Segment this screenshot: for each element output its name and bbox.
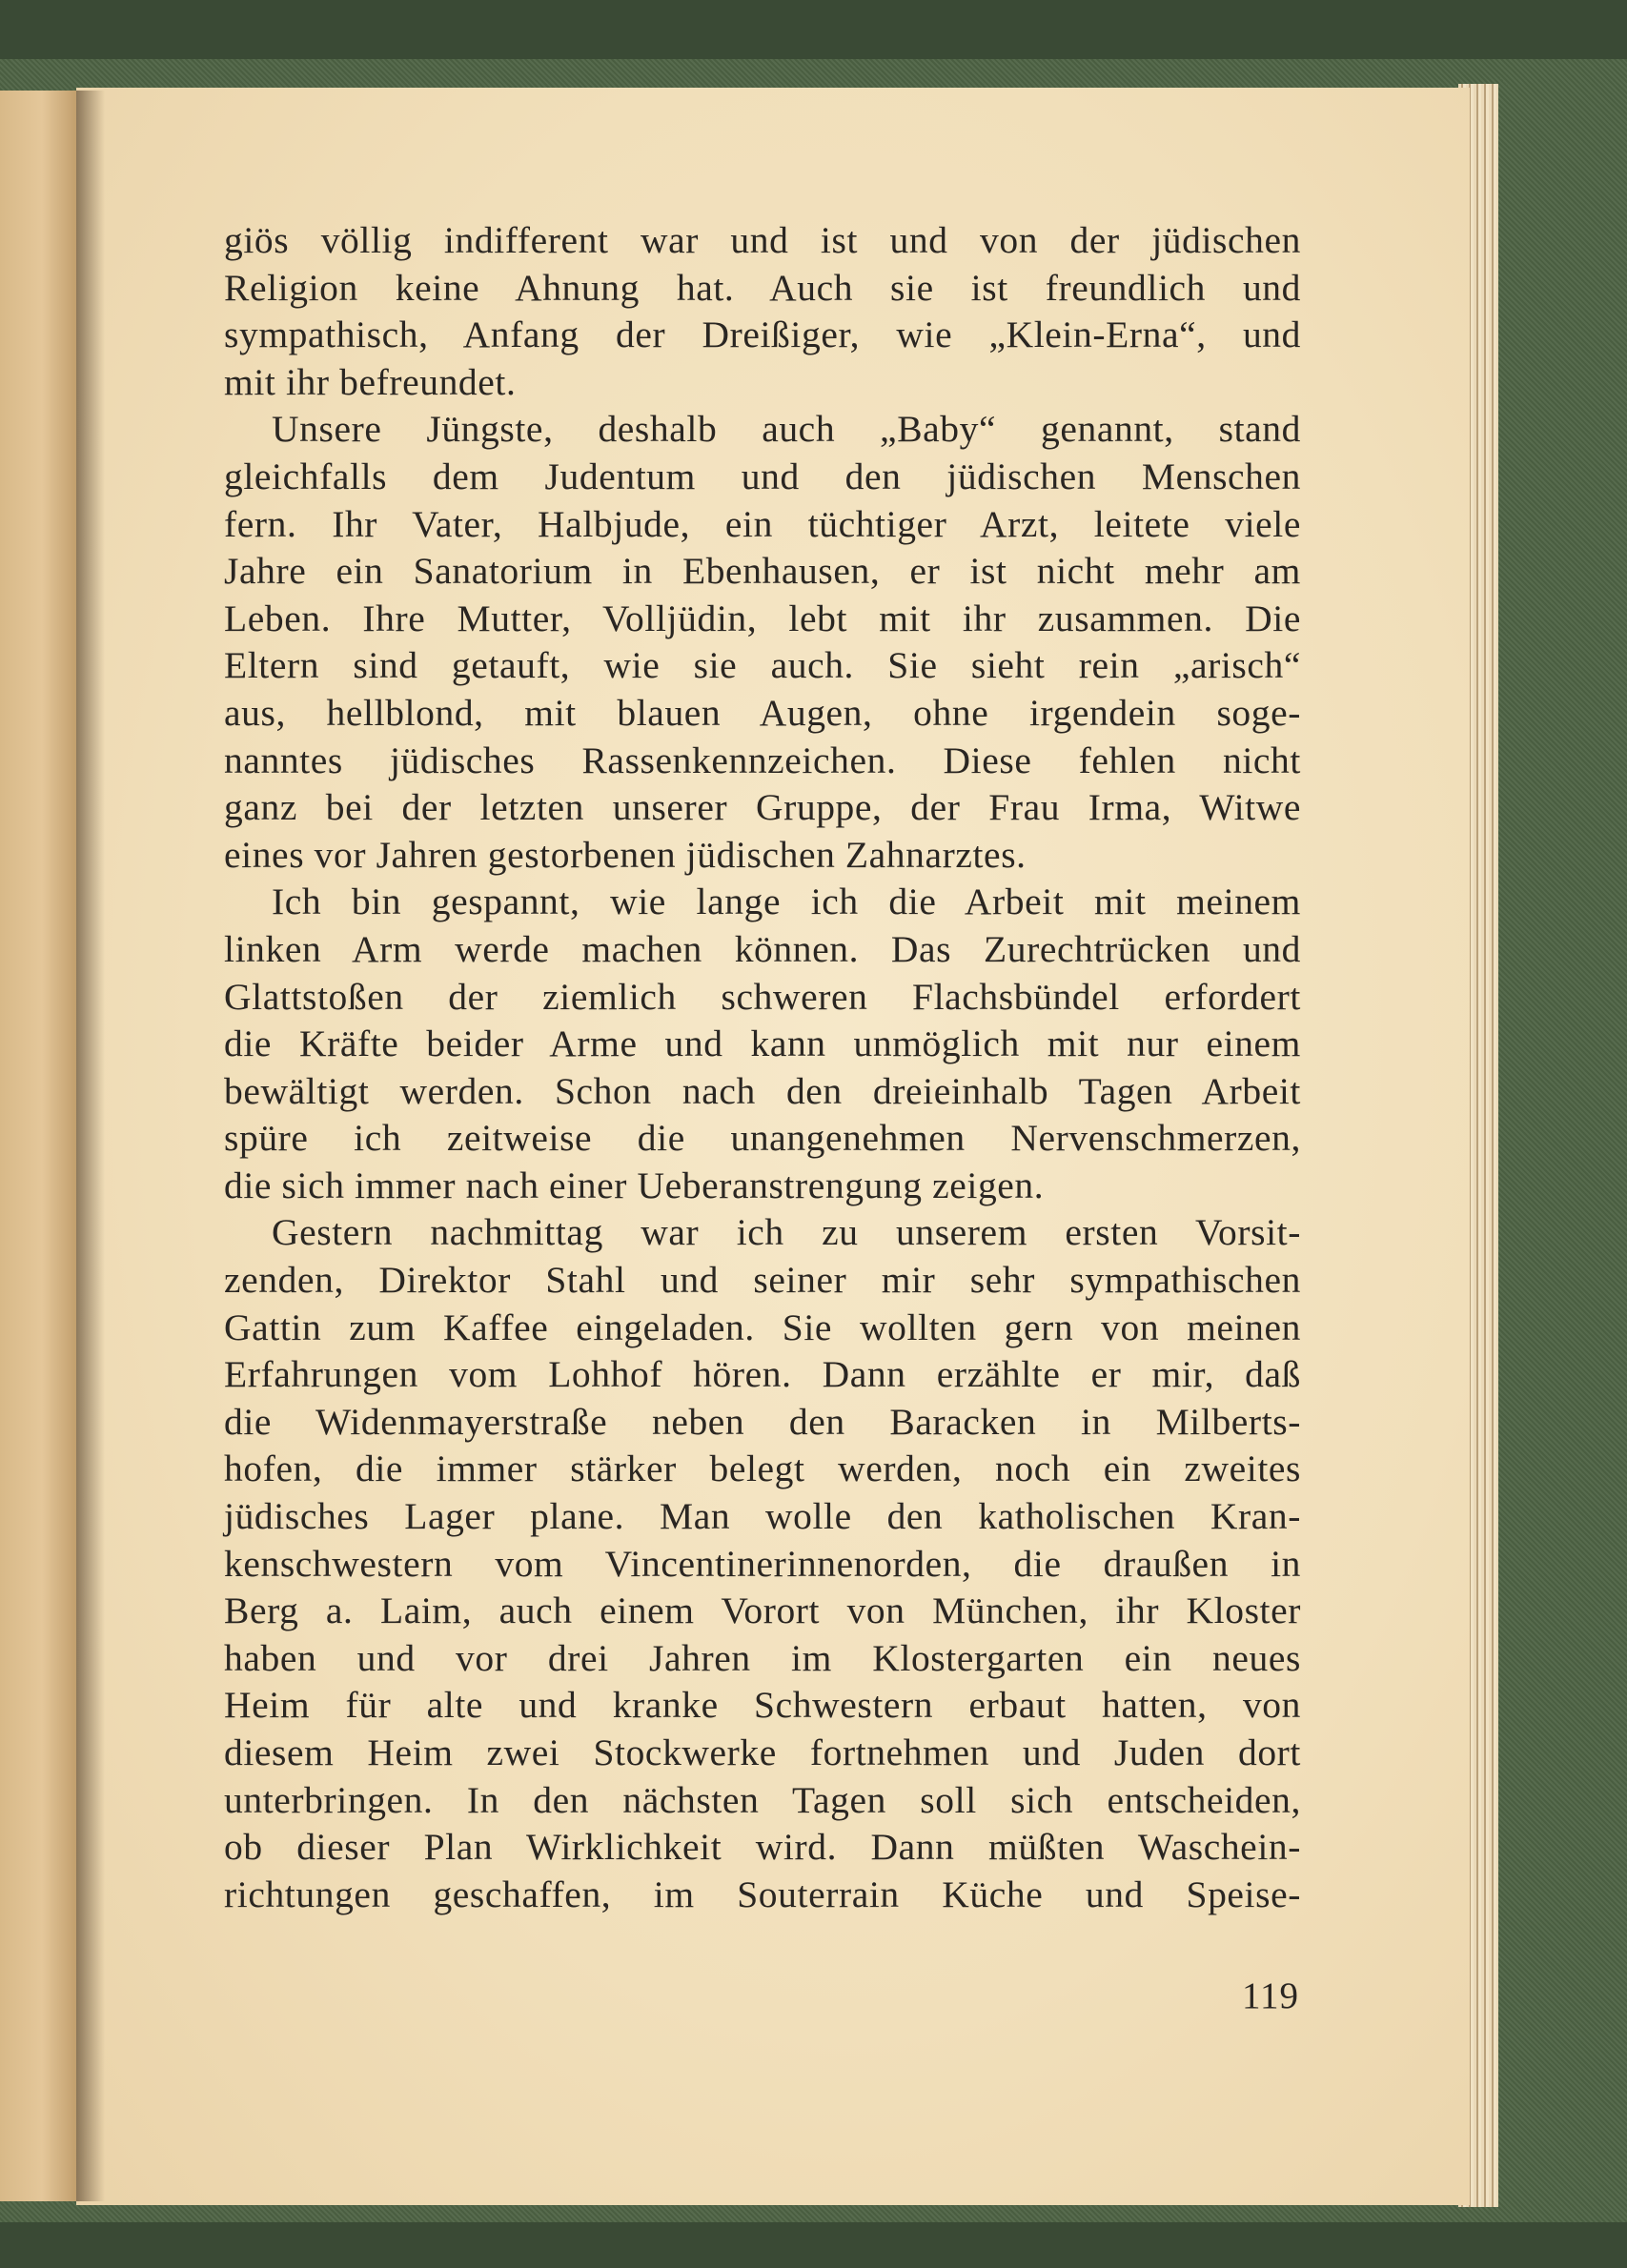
text-line: Leben. Ihre Mutter, Volljüdin, lebt mit ihr zusammen. Die bbox=[224, 597, 1301, 639]
text-line: Berg a. Laim, auch einem Vorort von München, ihr Kloster bbox=[224, 1590, 1301, 1632]
text-line: Jahre ein Sanatorium in Ebenhausen, er ist nicht mehr am bbox=[224, 550, 1301, 593]
text-line: giös völlig indifferent war und ist und von der jüdischen bbox=[224, 219, 1301, 261]
text-line: diesem Heim zwei Stockwerke fortnehmen und Juden dort bbox=[224, 1731, 1301, 1773]
text-line: die Widenmayerstraße neben den Baracken in Milberts- bbox=[224, 1400, 1301, 1443]
text-line: jüdisches Lager plane. Man wolle den katholischen Kran- bbox=[224, 1495, 1301, 1538]
text-line: kenschwestern vom Vincentinerinnenorden, die draußen in bbox=[224, 1542, 1301, 1585]
text-line: gleichfalls dem Judentum und den jüdischen Menschen bbox=[224, 455, 1301, 497]
text-line: eines vor Jahren gestorbenen jüdischen Zahnarztes. bbox=[224, 833, 1027, 876]
text-line: Ich bin gespannt, wie lange ich die Arbeit mit meinem bbox=[272, 881, 1301, 923]
text-line: hofen, die immer stärker belegt werden, noch ein zweites bbox=[224, 1448, 1301, 1490]
text-line: Unsere Jüngste, deshalb auch „Baby“ genannt, stand bbox=[272, 408, 1301, 451]
text-line: haben und vor drei Jahren im Klostergarten ein neues bbox=[224, 1636, 1301, 1679]
text-line: Eltern sind getauft, wie sie auch. Sie sieht rein „arisch“ bbox=[224, 644, 1301, 687]
text-line: Gestern nachmittag war ich zu unserem ersten Vorsit- bbox=[272, 1211, 1301, 1254]
text-line: die sich immer nach einer Ueberanstrengung zeigen. bbox=[224, 1164, 1045, 1206]
text-line: Gattin zum Kaffee eingeladen. Sie wollten gern von meinen bbox=[224, 1306, 1301, 1348]
text-line: die Kräfte beider Arme und kann unmöglich mit nur einem bbox=[224, 1023, 1301, 1065]
spine-shadow bbox=[76, 91, 105, 2201]
body-text bbox=[224, 217, 1301, 1918]
text-line: fern. Ihr Vater, Halbjude, ein tüchtiger Arzt, leitete viele bbox=[224, 502, 1301, 545]
text-line: Glattstoßen der ziemlich schweren Flachsbündel erfordert bbox=[224, 975, 1301, 1018]
text-line: mit ihr befreundet. bbox=[224, 360, 517, 403]
text-line: ganz bei der letzten unserer Gruppe, der Frau Irma, Witwe bbox=[224, 786, 1301, 829]
text-line: ob dieser Plan Wirklichkeit wird. Dann müßten Waschein- bbox=[224, 1826, 1301, 1869]
text-line: spüre ich zeitweise die unangenehmen Nervenschmerzen, bbox=[224, 1117, 1301, 1160]
text-line: bewältigt werden. Schon nach den dreieinhalb Tagen Arbeit bbox=[224, 1069, 1301, 1112]
text-line: Heim für alte und kranke Schwestern erbaut hatten, von bbox=[224, 1684, 1301, 1727]
text-line: unterbringen. In den nächsten Tagen soll sich entscheiden, bbox=[224, 1778, 1301, 1821]
text-line: linken Arm werde machen können. Das Zurechtrücken und bbox=[224, 927, 1301, 970]
text-line: Erfahrungen vom Lohhof hören. Dann erzählte er mir, daß bbox=[224, 1353, 1301, 1396]
text-line: nanntes jüdisches Rassenkennzeichen. Diese fehlen nicht bbox=[224, 739, 1301, 781]
text-line: zenden, Direktor Stahl und seiner mir sehr sympathischen bbox=[224, 1259, 1301, 1302]
text-line: richtungen geschaffen, im Souterrain Küche und Speise- bbox=[224, 1873, 1301, 1915]
page-number: 119 bbox=[1242, 1975, 1300, 2016]
text-line: sympathisch, Anfang der Dreißiger, wie „Klein-Erna“, und bbox=[224, 314, 1301, 356]
text-line: aus, hellblond, mit blauen Augen, ohne irgendein soge- bbox=[224, 691, 1301, 734]
left-page-edge bbox=[0, 91, 76, 2201]
text-line: Religion keine Ahnung hat. Auch sie ist freundlich und bbox=[224, 266, 1301, 309]
